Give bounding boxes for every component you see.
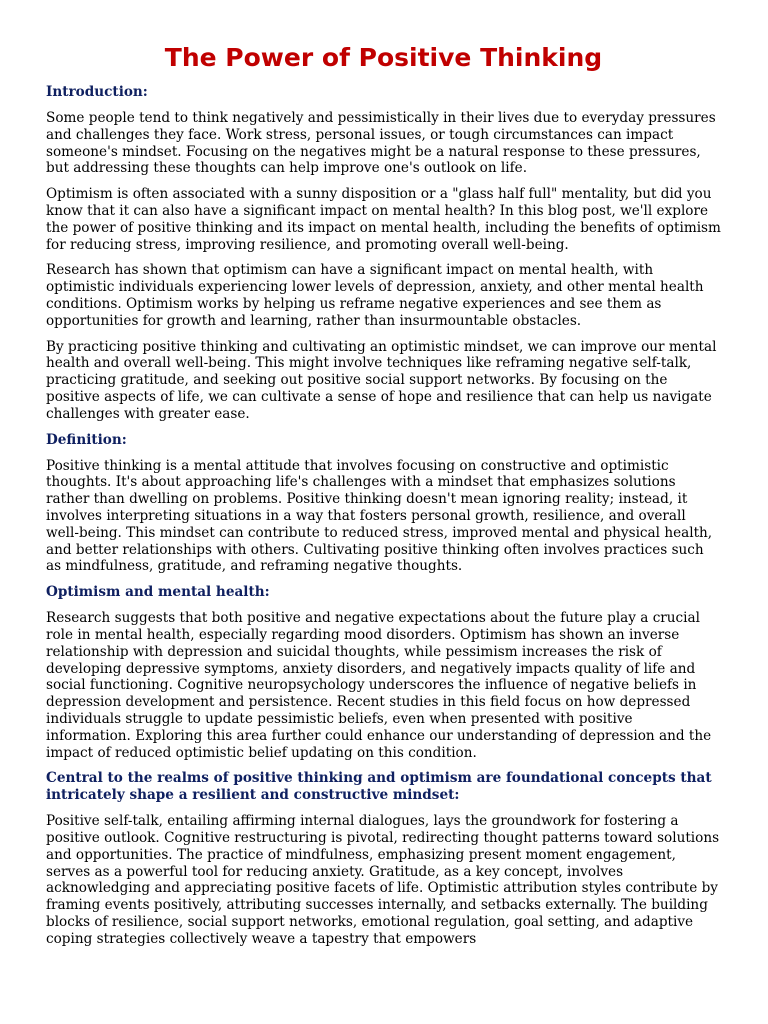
section-optimism (46, 584, 721, 761)
section-concepts (46, 770, 721, 947)
page-title: The Power of Positive Thinking (164, 43, 603, 72)
section-heading: Introduction: (46, 84, 148, 100)
paragraph: Research has shown that optimism can have a significant impact on mental health, with optimistic individuals experiencing lower levels of depression, anxiety, and other mental health conditions. Optimism works by helping us reframe negative experiences and see them as opportunities for growth and learning, rather than insurmountable obstacles. (46, 262, 704, 329)
paragraph: Positive thinking is a mental attitude that involves focusing on constructive and optimistic thoughts. It's about approaching life's challenges with a mindset that emphasizes solutions rather than dwelling on problems. Positive thinking doesn't mean ignoring reality; instead, it involves interpreting situations in a way that fosters personal growth, resilience, and overall well-being. This mindset can contribute to reduced stress, improved mental and physical health, and better relationships with others. Cultivating positive thinking often involves practices such as mindfulness, gratitude, and reframing negative thoughts. (46, 457, 713, 575)
section-definition (46, 432, 721, 576)
paragraph: Optimism is often associated with a sunny disposition or a "glass half full" mentality, but did you know that it can also have a significant impact on mental health? In this blog post, we'll explore the power of positive thinking and its impact on mental health, including the benefits of optimism for reducing stress, improving resilience, and promoting overall well-being. (46, 186, 721, 253)
paragraph: Positive self-talk, entailing affirming internal dialogues, lays the groundwork for fostering a positive outlook. Cognitive restructuring is pivotal, redirecting thought patterns toward solutions and opportunities. The practice of mindfulness, emphasizing present moment engagement, serves as a powerful tool for reducing anxiety. Gratitude, as a key concept, involves acknowledging and appreciating positive facets of life. Optimistic attribution styles contribute by framing events positively, attributing successes internally, and setbacks externally. The building blocks of resilience, social support networks, emotional regulation, goal setting, and adaptive coping strategies collectively weave a tapestry that empowers (46, 813, 720, 947)
section-heading: Optimism and mental health: (46, 584, 270, 601)
section-introduction (46, 84, 721, 423)
paragraph: Some people tend to think negatively and pessimistically in their lives due to everyday pressures and challenges they face. Work stress, personal issues, or tough circumstances can impact someone's mindset. Focusing on the negatives might be a natural response to these pressures, but addressing these thoughts can help improve one's outlook on life. (46, 110, 716, 177)
paragraph: By practicing positive thinking and cultivating an optimistic mindset, we can improve our mental health and overall well-being. This might involve techniques like reframing negative self-talk, practicing gratitude, and seeking out positive social support networks. By focusing on the positive aspects of life, we can cultivate a sense of hope and resilience that can help us navigate challenges with greater ease. (46, 338, 717, 422)
section-heading: Definition: (46, 431, 127, 448)
paragraph: Research suggests that both positive and negative expectations about the future play a crucial role in mental health, especially regarding mood disorders. Optimism has shown an inverse relationship with depression and suicidal thoughts, while pessimism increases the risk of developing depressive symptoms, anxiety disorders, and negatively impacts quality of life and social functioning. Cognitive neuropsychology underscores the influence of negative beliefs in depression development and persistence. Recent studies in this field focus on how depressed individuals struggle to update pessimistic beliefs, even when presented with positive information. Exploring this area further could enhance our understanding of depression and the impact of reduced optimistic belief updating on this condition. (46, 610, 712, 761)
section-heading: Central to the realms of positive thinking and optimism are foundational concepts that intricately shape a resilient and constructive mindset: (46, 770, 712, 804)
